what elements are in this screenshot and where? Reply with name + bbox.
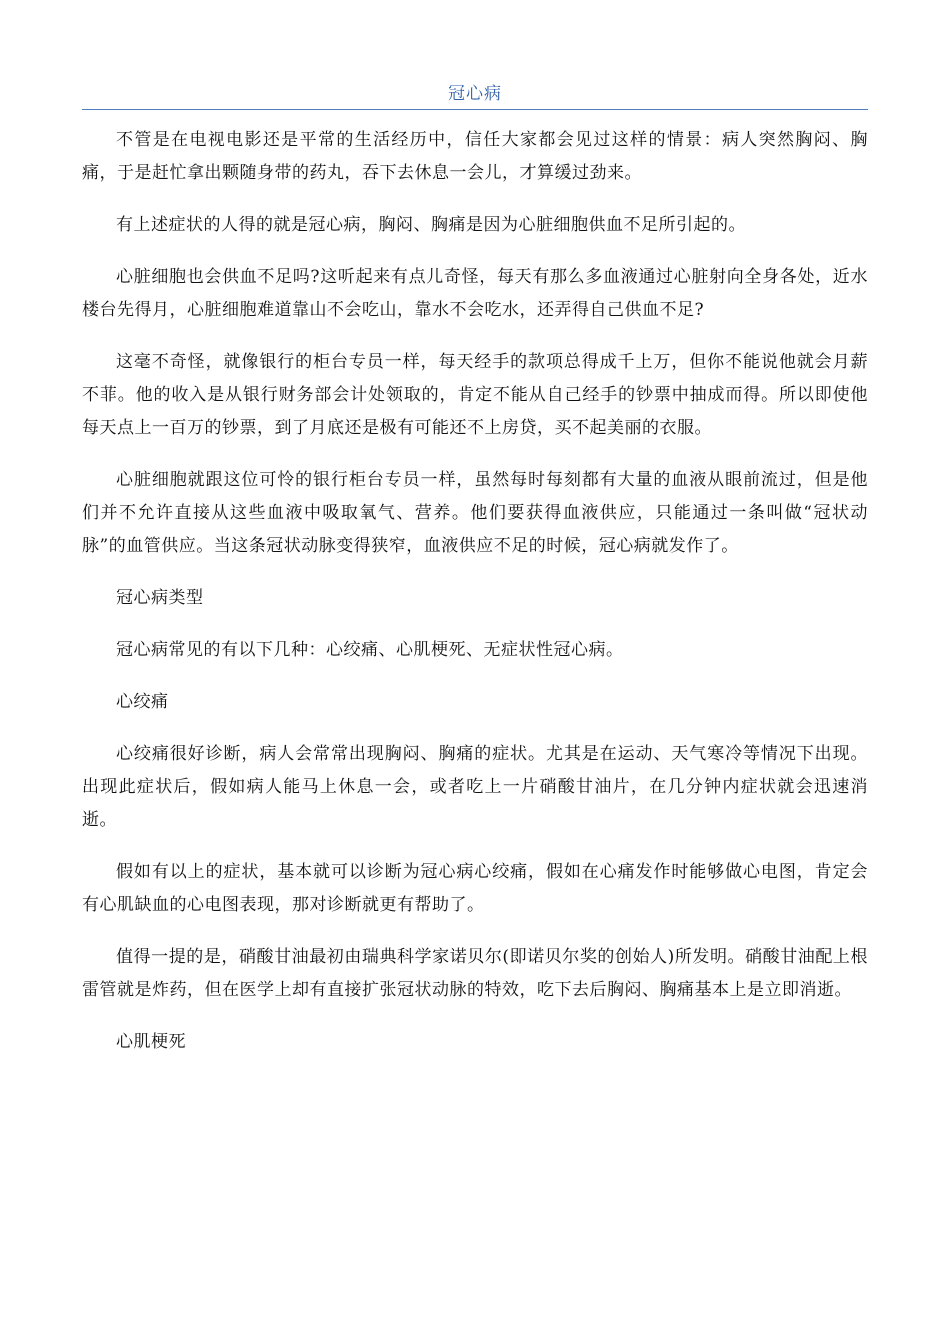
page-header xyxy=(82,82,868,110)
section-heading-types: 冠心病类型 xyxy=(116,588,204,608)
paragraph-coronary-artery: 心脏细胞就跟这位可怜的银行柜台专员一样，虽然每时每刻都有大量的血液从眼前流过，但是他们并不允许直接从这些血液中吸取氧气、营养。他们要获得血液供应，只能通过一条叫做“冠状动脉”的血管供应。当这条冠状动脉变得狭窄，血液供应不足的时候，冠心病就发作了。 xyxy=(82,470,868,556)
paragraph-nitroglycerin: 值得一提的是，硝酸甘油最初由瑞典科学家诺贝尔(即诺贝尔奖的创始人)所发明。硝酸甘油配上根雷管就是炸药，但在医学上却有直接扩张冠状动脉的特效，吃下去后胸闷、胸痛基本上是立即消逝。 xyxy=(82,947,868,1000)
paragraph-bank-analogy: 这毫不奇怪，就像银行的柜台专员一样，每天经手的款项总得成千上万，但你不能说他就会月薪不菲。他的收入是从银行财务部会计处领取的，肯定不能从自己经手的钞票中抽成而得。所以即使他每天点上一百万的钞票，到了月底还是极有可能还不上房贷，买不起美丽的衣服。 xyxy=(82,352,868,438)
page-title: 冠心病 xyxy=(448,84,502,104)
paragraph-angina-diagnosis: 心绞痛很好诊断，病人会常常出现胸闷、胸痛的症状。尤其是在运动、天气寒冷等情况下出现。出现此症状后，假如病人能马上休息一会，或者吃上一片硝酸甘油片，在几分钟内症状就会迅速消逝。 xyxy=(82,744,868,830)
section-heading-angina: 心绞痛 xyxy=(116,692,169,712)
section-heading-infarction: 心肌梗死 xyxy=(116,1032,186,1052)
document-body xyxy=(82,124,868,1078)
paragraph-symptoms: 有上述症状的人得的就是冠心病，胸闷、胸痛是因为心脏细胞供血不足所引起的。 xyxy=(116,215,746,235)
paragraph-intro: 不管是在电视电影还是平常的生活经历中，信任大家都会见过这样的情景：病人突然胸闷、胸痛，于是赶忙拿出颗随身带的药丸，吞下去休息一会儿，才算缓过劲来。 xyxy=(82,130,868,183)
paragraph-types-list: 冠心病常见的有以下几种：心绞痛、心肌梗死、无症状性冠心病。 xyxy=(116,640,624,660)
paragraph-ecg: 假如有以上的症状，基本就可以诊断为冠心病心绞痛，假如在心痛发作时能够做心电图，肯定会有心肌缺血的心电图表现，那对诊断就更有帮助了。 xyxy=(82,862,868,915)
paragraph-question: 心脏细胞也会供血不足吗?这听起来有点儿奇怪，每天有那么多血液通过心脏射向全身各处，近水楼台先得月，心脏细胞难道靠山不会吃山，靠水不会吃水，还弄得自己供血不足? xyxy=(82,267,868,320)
